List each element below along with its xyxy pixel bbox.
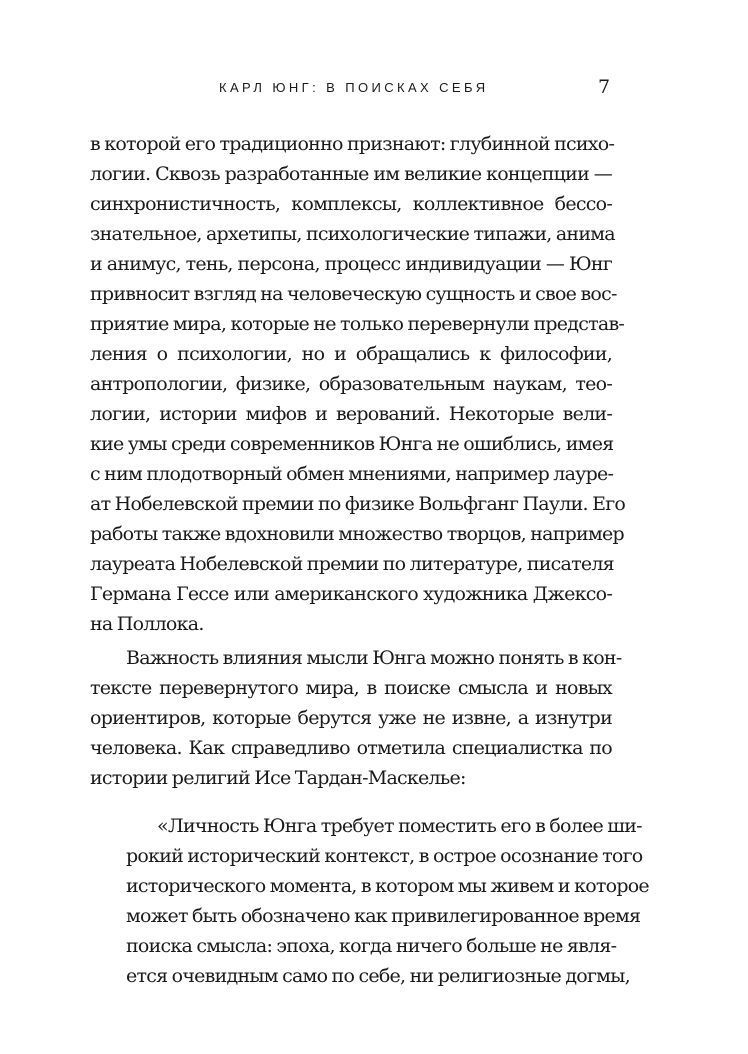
text-line: в которой его традиционно признают: глубинной психо- bbox=[90, 133, 615, 155]
running-title: КАРЛ ЮНГ: В ПОИСКАХ СЕБЯ bbox=[219, 80, 489, 95]
text-line: кие умы среди современников Юнга не ошиблись, имея bbox=[90, 433, 614, 455]
text-line: логии, истории мифов и верований. Некоторые вели- bbox=[90, 403, 612, 425]
text-line: приятие мира, которые не только перевернули представ- bbox=[90, 313, 625, 335]
text-line: рокий исторический контекст, в острое осознание того bbox=[126, 845, 643, 867]
text-line: знательное, архетипы, психологические типажи, анима bbox=[90, 223, 615, 245]
page-number: 7 bbox=[598, 76, 611, 98]
text-line: на Поллока. bbox=[90, 613, 204, 635]
text-line: ется очевидным само по себе, ни религиозные догмы, bbox=[126, 965, 630, 987]
text-line: ат Нобелевской премии по физике Вольфганг Паули. Его bbox=[90, 493, 626, 515]
text-line: «Личность Юнга требует поместить его в более ши- bbox=[157, 815, 642, 837]
text-line: поиска смысла: эпоха, когда ничего больше не явля- bbox=[126, 935, 617, 957]
text-line: работы также вдохновили множество творцов, например bbox=[90, 523, 624, 545]
text-line: антропологии, физике, образовательным наукам, тео- bbox=[90, 373, 612, 395]
text-line: истории религий Исе Тардан-Маскелье: bbox=[90, 767, 466, 789]
text-line: ориентиров, которые берутся уже не извне, а изнутри bbox=[90, 707, 612, 729]
text-line: с ним плодотворный обмен мнениями, например лауре- bbox=[90, 463, 614, 485]
text-line: человека. Как справедливо отметила специалистка по bbox=[90, 737, 612, 759]
text-line: Германа Гессе или американского художника Джексо- bbox=[90, 583, 612, 605]
text-line: тексте перевернутого мира, в поиске смысла и новых bbox=[90, 677, 612, 699]
text-line: и анимус, тень, персона, процесс индивидуации — Юнг bbox=[90, 253, 612, 275]
text-line: Важность влияния мысли Юнга можно понять в кон- bbox=[126, 647, 622, 669]
text-line: синхронистичность, комплексы, коллективное бессо- bbox=[90, 193, 612, 215]
text-line: лауреата Нобелевской премии по литературе, писателя bbox=[90, 553, 614, 575]
text-line: ления о психологии, но и обращались к философии, bbox=[90, 343, 612, 365]
text-line: привносит взгляд на человеческую сущность и свое вос- bbox=[90, 283, 617, 305]
text-line: исторического момента, в котором мы живем и которое bbox=[126, 875, 649, 897]
text-line: логии. Сквозь разработанные им великие концепции — bbox=[90, 163, 612, 185]
text-line: может быть обозначено как привилегированное время bbox=[126, 905, 641, 927]
